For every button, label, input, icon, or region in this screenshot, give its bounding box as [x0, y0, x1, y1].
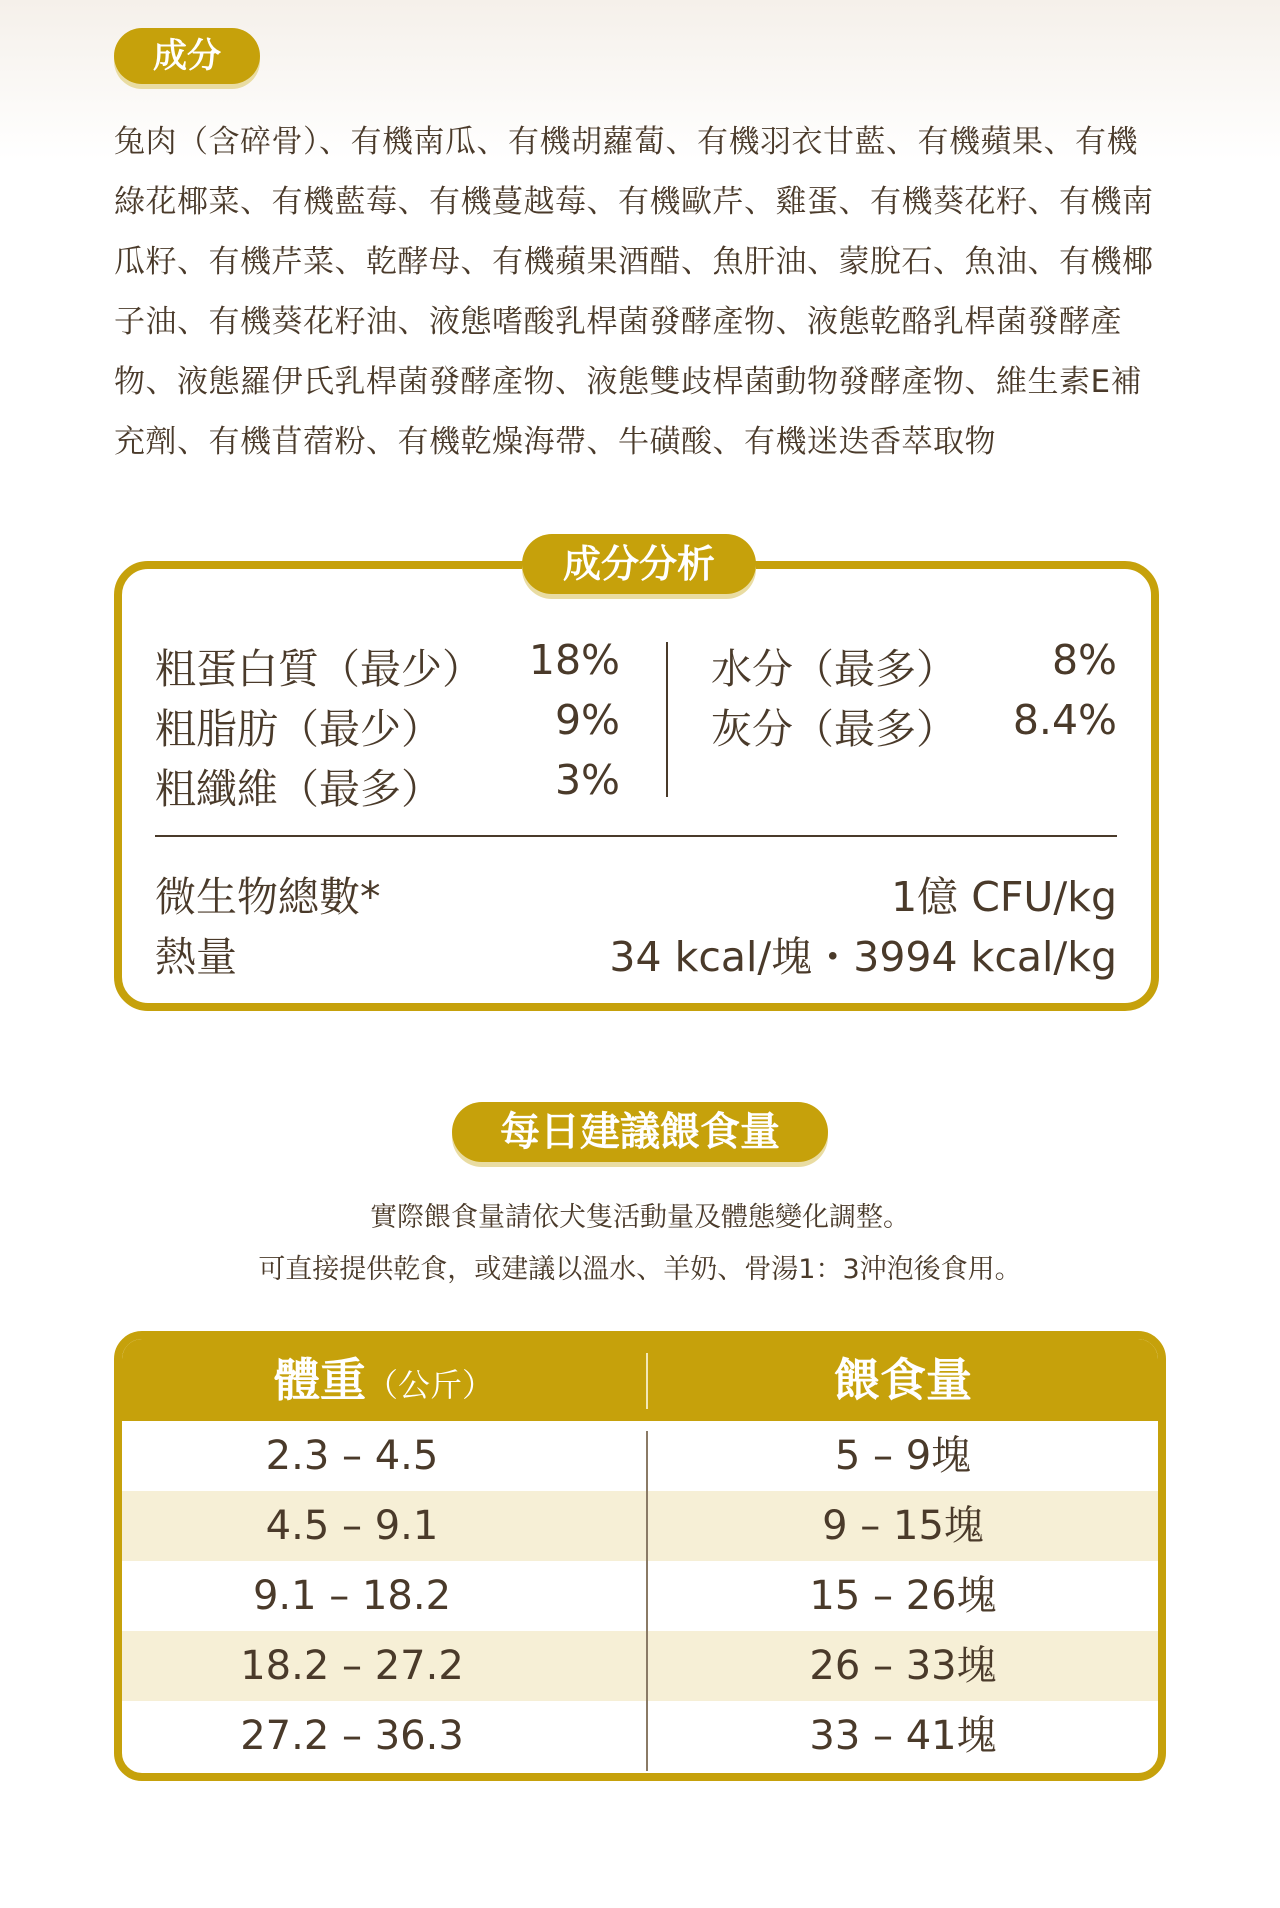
table-column-divider [646, 1431, 648, 1771]
feeding-note-1: 實際餵食量請依犬隻活動量及體態變化調整。 [370, 1202, 910, 1233]
feeding-table [114, 1331, 1166, 1781]
feeding-note-2: 可直接提供乾食，或建議以溫水、羊奶、骨湯1：3沖泡後食用。 [258, 1254, 1022, 1285]
analysis-label: 粗纖維（最多） [155, 765, 442, 813]
analysis-label: 粗蛋白質（最少） [155, 645, 483, 693]
analysis-column-divider [666, 642, 668, 797]
header-amount: 餵食量 [834, 1353, 972, 1407]
analysis-value: 1億 CFU/kg [891, 873, 1117, 921]
amount-cell: 15 – 26塊 [809, 1573, 997, 1619]
analysis-divider [155, 835, 1117, 837]
analysis-label: 灰分（最多） [711, 705, 957, 753]
table-row [122, 1701, 1158, 1771]
analysis-label: 粗脂肪（最少） [155, 705, 442, 753]
amount-cell: 26 – 33塊 [809, 1643, 997, 1689]
analysis-value: 3% [554, 756, 620, 804]
analysis-value: 34 kcal/塊・3994 kcal/kg [609, 933, 1117, 981]
header-weight-unit: （公斤） [365, 1366, 494, 1404]
ingredients-title-badge: 成分 [114, 28, 260, 84]
feeding-title-badge: 每日建議餵食量 [452, 1102, 828, 1162]
weight-cell: 18.2 – 27.2 [240, 1643, 464, 1689]
analysis-label: 水分（最多） [711, 645, 957, 693]
analysis-title-badge: 成分分析 [522, 534, 756, 594]
analysis-label: 微生物總數* [155, 873, 381, 921]
amount-cell: 33 – 41塊 [809, 1713, 997, 1759]
analysis-value: 18% [528, 636, 620, 684]
table-row [122, 1421, 1158, 1491]
feeding-table-header [122, 1339, 1158, 1421]
weight-cell: 9.1 – 18.2 [252, 1573, 452, 1619]
table-row [122, 1631, 1158, 1701]
weight-cell: 2.3 – 4.5 [265, 1433, 439, 1479]
weight-cell: 4.5 – 9.1 [265, 1503, 439, 1549]
analysis-value: 8.4% [1012, 696, 1117, 744]
ingredients-text: 兔肉（含碎骨）、有機南瓜、有機胡蘿蔔、有機羽衣甘藍、有機蘋果、有機綠花椰菜、有機藍莓、有機蔓越莓、有機歐芹、雞蛋、有機葵花籽、有機南瓜籽、有機芹菜、乾酵母、有機蘋果酒醋、魚肝油、蒙脫石、魚油、有機椰子油、有機葵花籽油、液態嗜酸乳桿菌發酵產物、液態乾酪乳桿菌發酵產物、液態羅伊氏乳桿菌發酵產物、液態雙歧桿菌動物發酵產物、維生素E補充劑、有機苜蓿粉、有機乾燥海帶、牛磺酸、有機迷迭香萃取物 [114, 124, 1154, 460]
table-row [122, 1491, 1158, 1561]
amount-cell: 5 – 9塊 [834, 1433, 972, 1479]
header-weight [122, 1339, 646, 1421]
analysis-value: 9% [554, 696, 620, 744]
analysis-value: 8% [1051, 636, 1117, 684]
table-row [122, 1561, 1158, 1631]
amount-cell: 9 – 15塊 [822, 1503, 984, 1549]
weight-cell: 27.2 – 36.3 [240, 1713, 464, 1759]
analysis-label: 熱量 [155, 933, 237, 981]
header-weight-label: 體重 [273, 1353, 366, 1407]
